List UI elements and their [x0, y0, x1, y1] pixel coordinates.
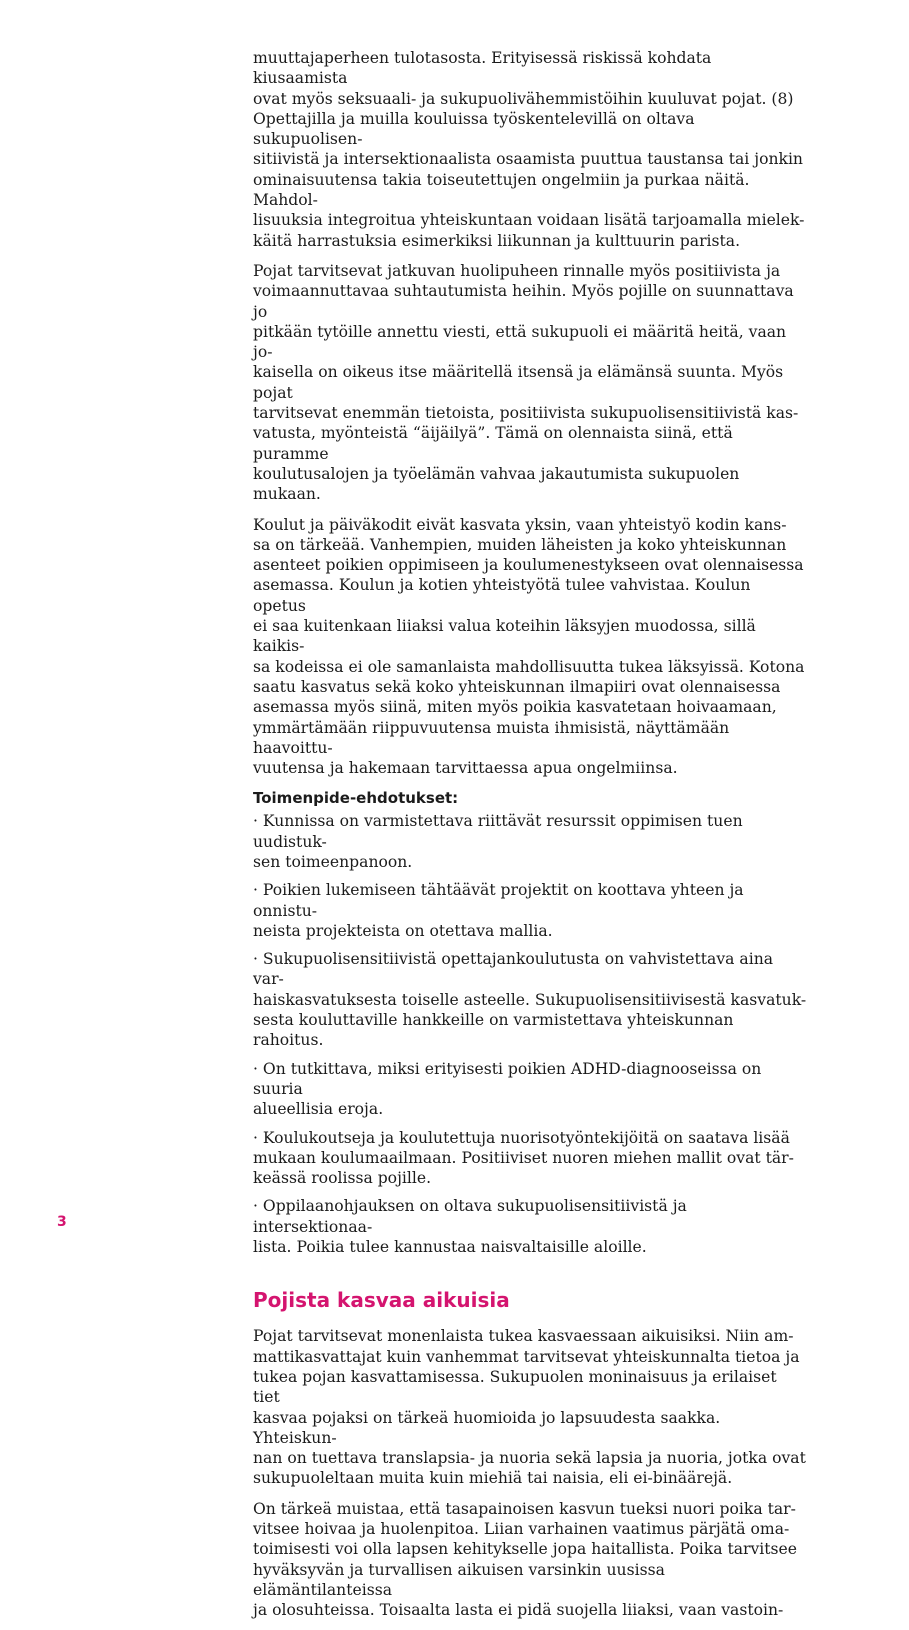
body-paragraph: Pojat tarvitsevat monenlaista tukea kasvaessaan aikuisiksi. Niin am- mattikasvattajat kuin vanhemmat tarvitsevat yhteiskunnalta tietoa ja tukea pojan kasvattamisessa. Sukupuolen moninaisuus ja erilaiset tiet kasvaa pojaksi on tärkeä huomioida jo lapsuudesta saakka. Yhteiskun- nan on tuettava translapsia- ja nuoria sekä lapsia ja nuoria, jotka ovat sukupuoleltaan muita kuin miehiä tai naisia, eli ei-binäärejä. [253, 1327, 806, 1488]
text-column [253, 48, 808, 1630]
body-paragraph: muuttajaperheen tulotasosta. Erityisessä riskissä kohdata kiusaamista ovat myös seksuaali- ja sukupuolivähemmistöihin kuuluvat pojat. (8) Opettajilla ja muilla kouluissa työskentelevillä on oltava sukupuolisen- sitiivistä ja intersektionaalista osaamista puuttua taustansa tai jonkin ominaisuutensa takia toiseutettujen ongelmiin ja purkaa näitä. Mahdol- lisuuksia integroitua yhteiskuntaan voidaan lisätä tarjoamalla mielek- käitä harrastuksia esimerkiksi liikunnan ja kulttuurin parista. [253, 49, 805, 250]
proposal-item: · Koulukoutseja ja koulutettuja nuorisotyöntekijöitä on saatava lisää mukaan koulumaailmaan. Positiiviset nuoren miehen mallit ovat tär- keässä roolissa pojille. [253, 1128, 794, 1188]
proposal-item: · On tutkittava, miksi erityisesti poikien ADHD-diagnooseissa on suuria alueellisia eroja. [253, 1059, 762, 1119]
proposal-item: · Oppilaanohjauksen on oltava sukupuolisensitiivistä ja intersektionaa- lista. Poikia tulee kannustaa naisvaltaisille aloille. [253, 1197, 687, 1257]
body-paragraph: Koulut ja päiväkodit eivät kasvata yksin, vaan yhteistyö kodin kans- sa on tärkeää. Vanhempien, muiden läheisten ja koko yhteiskunnan asenteet poikien oppimiseen ja koulumenestykseen ovat olennaisessa asemassa. Koulun ja kotien yhteistyötä tulee vahvistaa. Koulun opetus ei saa kuitenkaan liiaksi valua koteihin läksyjen muodossa, sillä kaikis- sa kodeissa ei ole samanlaista mahdollisuutta tukea läksyissä. Kotona saatu kasvatus sekä koko yhteiskunnan ilmapiiri ovat olennaisessa asemassa myös siinä, miten myös poikia kasvatetaan hoivaamaan, ymmärtämään riippuvuutensa muista ihmisistä, näyttämään haavoittu- vuutensa ja hakemaan tarvittaessa apua ongelmiinsa. [253, 515, 805, 778]
proposals-heading: Toimenpide-ehdotukset: [253, 789, 459, 808]
body-paragraph: Pojat tarvitsevat jatkuvan huolipuheen rinnalle myös positiivista ja voimaannuttavaa suhtautumista heihin. Myös pojille on suunnattava jo pitkään tytöille annettu viesti, että sukupuoli ei määritä heitä, vaan jo- kaisella on oikeus itse määritellä itsensä ja elämänsä suunta. Myös pojat tarvitsevat enemmän tietoista, positiivista sukupuolisensitiivistä kas- vatusta, myönteistä “äijäilyä”. Tämä on olennaista siinä, että puramme koulutusalojen ja työelämän vahvaa jakautumista sukupuolen mukaan. [253, 261, 799, 504]
page-number: 3 [57, 1214, 67, 1230]
proposal-item: · Poikien lukemiseen tähtäävät projektit on koottava yhteen ja onnistu- neista projekteista on otettava mallia. [253, 881, 744, 940]
body-paragraph: On tärkeä muistaa, että tasapainoisen kasvun tueksi nuori poika tar- vitsee hoivaa ja huolenpitoa. Liian varhainen vaatimus pärjätä oma- toimisesti voi olla lapsen kehitykselle jopa haitallista. Poika tarvitsee hyväksyvän ja turvallisen aikuisen varsinkin uusissa elämäntilanteissa ja olosuhteissa. Toisaalta lasta ei pidä suojella liiaksi, vaan vastoin- [253, 1499, 798, 1620]
proposal-item: · Sukupuolisensitiivistä opettajankoulutusta on vahvistettava aina var- haiskasvatuksesta toiselle asteelle. Sukupuolisensitiivisestä kasvatuk- sesta kouluttaville hankkeille on varmistettava yhteiskunnan rahoitus. [253, 950, 807, 1050]
section-heading: Pojista kasvaa aikuisia [253, 1288, 510, 1313]
proposal-item: · Kunnissa on varmistettava riittävät resurssit oppimisen tuen uudistuk- sen toimeenpanoon. [253, 812, 743, 871]
